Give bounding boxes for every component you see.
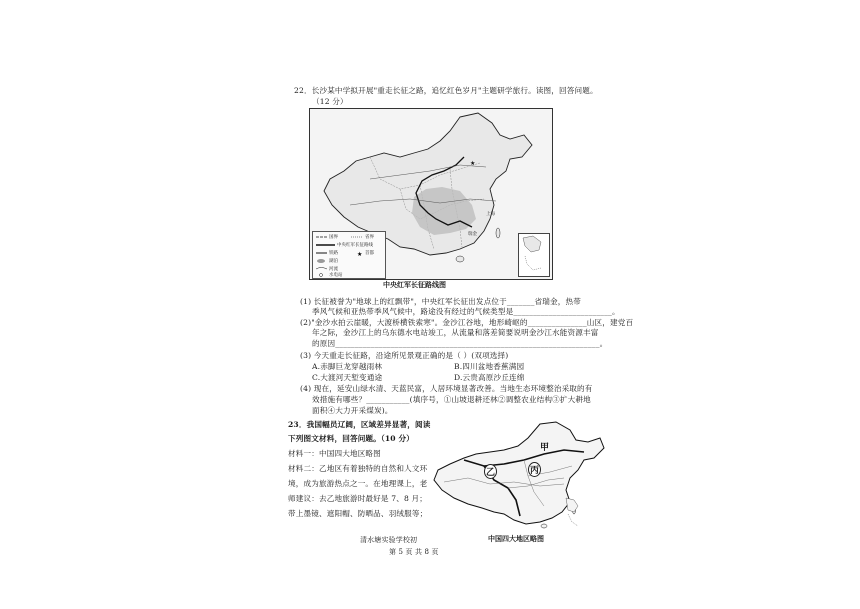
q22-item-3: (3) 今天重走长征路，沿途所见景观正确的是（ ）(双项选择) (300, 351, 509, 360)
legend-railway: 铁路 (329, 251, 338, 256)
q22-item-4c: 面积④大力开采煤炭)。 (312, 406, 393, 415)
four-regions-map (424, 420, 608, 532)
legend-station: 水电站 (329, 273, 343, 278)
q22-item-4a: (4) 现在，延安山绿水清、天蓝民富，人居环境显著改善。当地生态环境整治采取的有 (300, 384, 593, 393)
q23-material-2b: 境，成为旅游热点之一。在地理课上，老 (288, 479, 428, 488)
south-china-sea-inset (518, 233, 550, 277)
q22-item-1a: (1) 长征被誉为"地球上的红飘带"，中央红军长征出发点位于_______省瑞金，热带 (300, 297, 581, 306)
legend-route: 中央红军长征路线 (337, 243, 373, 248)
q22-item-1b: 季风气候和亚热带季风气候中，路途没有经过的气候类型是_________________________。 (312, 307, 620, 316)
legend-symbols (313, 232, 385, 278)
legend-capital: 首都 (365, 251, 374, 256)
inset-outline (519, 234, 549, 276)
q22-option-b: B.四川盆地香蕉满园 (454, 362, 525, 371)
map1-caption: 中央红军长征路线图 (383, 281, 446, 289)
q22-stem: 22．长沙某中学拟开展"重走长征之路，追忆红色岁月"主题研学旅行。读图，回答问题。 (294, 86, 598, 95)
q23-material-2d: 带上墨镜、遮阳帽、防晒品、羽绒服等； (288, 509, 428, 518)
q22-item-2c: 的原因___________________________________________________________________。 (312, 339, 608, 348)
footer-page: 第 5 页 共 8 页 (389, 548, 439, 556)
q22-item-4b: 效措施有哪些？___________(填序号，①山坡退耕还林②调整农业结构③扩大耕地 (312, 395, 591, 404)
q22-item-2a: (2)"金沙水拍云崖暖，大渡桥横铁索寒"。金沙江谷地，地形崎岖的_______________山区，建党百 (300, 318, 634, 327)
q22-score: （12 分） (312, 97, 348, 106)
long-march-map (309, 108, 553, 280)
q22-option-a: A.赤脚巨龙穿越雨林 (312, 362, 383, 371)
map1-legend (312, 231, 386, 279)
q22-option-d: D.云贵高原沙丘连绵 (454, 373, 525, 382)
legend-lake: 湖泊 (329, 259, 338, 264)
legend-river: 河流 (329, 267, 338, 272)
q23-material-2c: 师建议：去乙地旅游时最好是 7、8 月； (288, 494, 427, 503)
q23-line-2: 下列图文材料，回答问题。（10 分） (288, 434, 415, 443)
svg-text:★: ★ (470, 160, 476, 167)
region-bing-label: 丙 (528, 462, 541, 477)
south-china-sea-inset-2 (564, 496, 586, 530)
q22-option-c: C.大渡河天堑变通途 (312, 373, 383, 382)
footer-school: 清水塘实验学校初 (360, 536, 418, 544)
legend-guojie: 国界 (329, 235, 338, 240)
map1-label-ruijin: 瑞金 (468, 232, 477, 237)
svg-text:★: ★ (357, 251, 363, 258)
q23-line-1: 23．我国幅员辽阔，区域差异显著，阅读 (288, 420, 431, 429)
map1-label-shanghai: 上海 (486, 212, 495, 217)
inset2-outline (564, 496, 586, 530)
map2-caption: 中国四大地区略图 (488, 535, 544, 543)
q22-item-2b: 年之际，金沙江上的乌东德水电站竣工，从流量和落差简要说明金沙江水能资源丰富 (312, 328, 599, 337)
q23-material-2a: 材料二：乙地区有着独特的自然和人文环 (288, 464, 428, 473)
region-jia-label: 甲 (540, 443, 550, 453)
q23-material-1: 材料一：中国四大地区略图 (288, 449, 381, 458)
region-yi-label: 乙 (484, 464, 497, 479)
legend-shengjie: 省界 (365, 235, 374, 240)
